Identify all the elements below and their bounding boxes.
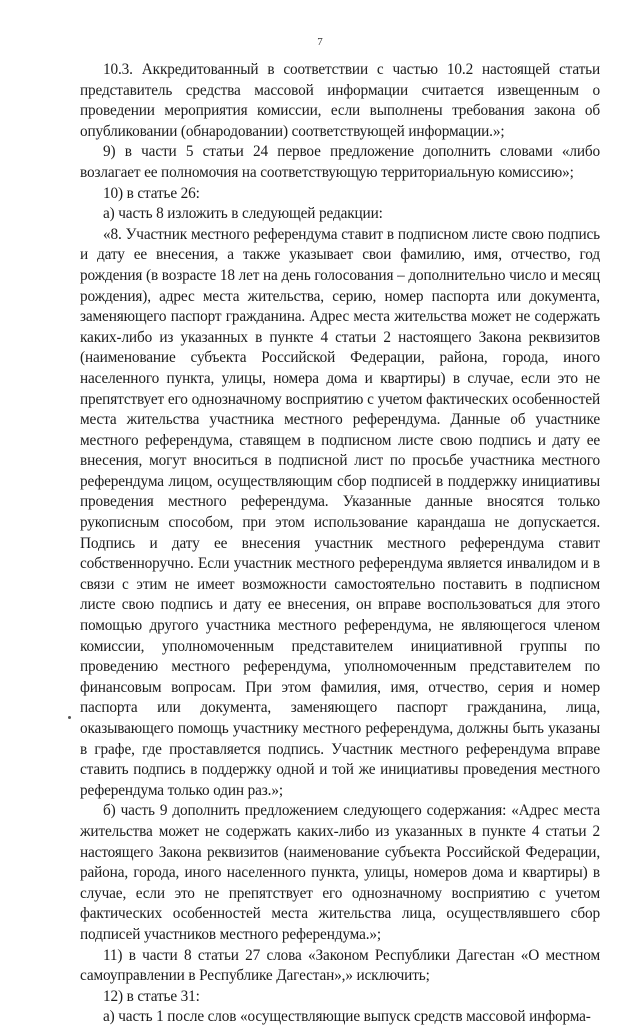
paragraph-item-10: 10) в статье 26: [103,184,200,202]
scan-artifact-dot [68,716,71,719]
paragraph-item-12: 12) в статье 31: [103,987,200,1005]
paragraph-item-12a: а) часть 1 после слов «осуществляющие выпуск средств массовой информа- [103,1008,591,1026]
paragraph-10-3: 10.3. Аккредитованный в соответствии с частью 10.2 настоящей статьи представитель средства массовой информации считается извещенным о проведении мероприятия комиссии, если выполнены требования закона об опубликовании (обнародовании) соответствующей информации.»; [80,61,600,140]
page-number: 7 [317,36,323,48]
paragraph-item-11: 11) в части 8 статьи 27 слова «Законом Республики Дагестан «О местном самоуправлении в Республике Дагестан»,» исключить; [80,946,600,985]
paragraph-item-10b: б) часть 9 дополнить предложением следующего содержания: «Адрес места жительства может не содержать каких-либо из указанных в пункте 4 статьи 2 настоящего Закона реквизитов (наименование субъекта Российской Федерации, района, города, иного населенного пункта, улицы, номеров дома и квартиры) в случае, если это не препятствует его однозначному восприятию с учетом фактических особенностей места жительства лица, осуществлявшего сбор подписей участников местного референдума.»; [80,802,600,943]
paragraph-part-8-text: «8. Участник местного референдума ставит в подписном листе свою подпись и дату ее внесения, а также указывает свои фамилию, имя, отчество, год рождения (в возрасте 18 лет на день голосования – дополнительно число и месяц рождения), адрес места жительства, серию, номер паспорта или документа, заменяющего паспорт гражданина. Адрес места жительства может не содержать каких-либо из указанных в пункте 4 статьи 2 настоящего Закона реквизитов (наименование субъекта Российской Федерации, района, города, иного населенного пункта, улицы, номера дома и квартиры) в случае, если это не препятствует его однозначному восприятию с учетом фактических особенностей места жительства участника местного референдума. Данные об участнике местного референдума, ставящем в подписном листе свою подпись и дату ее внесения, могут вноситься в подписной лист по просьбе участника местного референдума лицом, осуществляющим сбор подписей в поддержку инициативы проведения местного референдума. Указанные данные вносятся только рукописным способом, при этом использование карандаша не допускается. Подпись и дату ее внесения участник местного референдума ставит собственноручно. Если участник местного референдума является инвалидом и в связи с этим не имеет возможности самостоятельно поставить в подписном листе свою подпись и дату ее внесения, он вправе воспользоваться для этого помощью другого участника местного референдума, не являющегося членом комиссии, уполномоченным представителем инициативной группы по проведению местного референдума, уполномоченным представителем по финансовым вопросам. При этом фамилия, имя, отчество, серия и номер паспорта или документа, заменяющего паспорт гражданина, лица, оказывающего помощь участнику местного референдума, должны быть указаны в графе, где проставляется подпись. Участник местного референдума вправе ставить подпись в поддержку одной и той же инициативы проведения местного референдума только один раз.»; [80,225,600,799]
paragraph-item-9: 9) в части 5 статьи 24 первое предложение дополнить словами «либо возлагает ее полномочия на соответствующую территориальную комиссию»; [80,143,600,181]
paragraph-item-10a: а) часть 8 изложить в следующей редакции: [103,205,383,223]
document-body [80,60,600,1028]
